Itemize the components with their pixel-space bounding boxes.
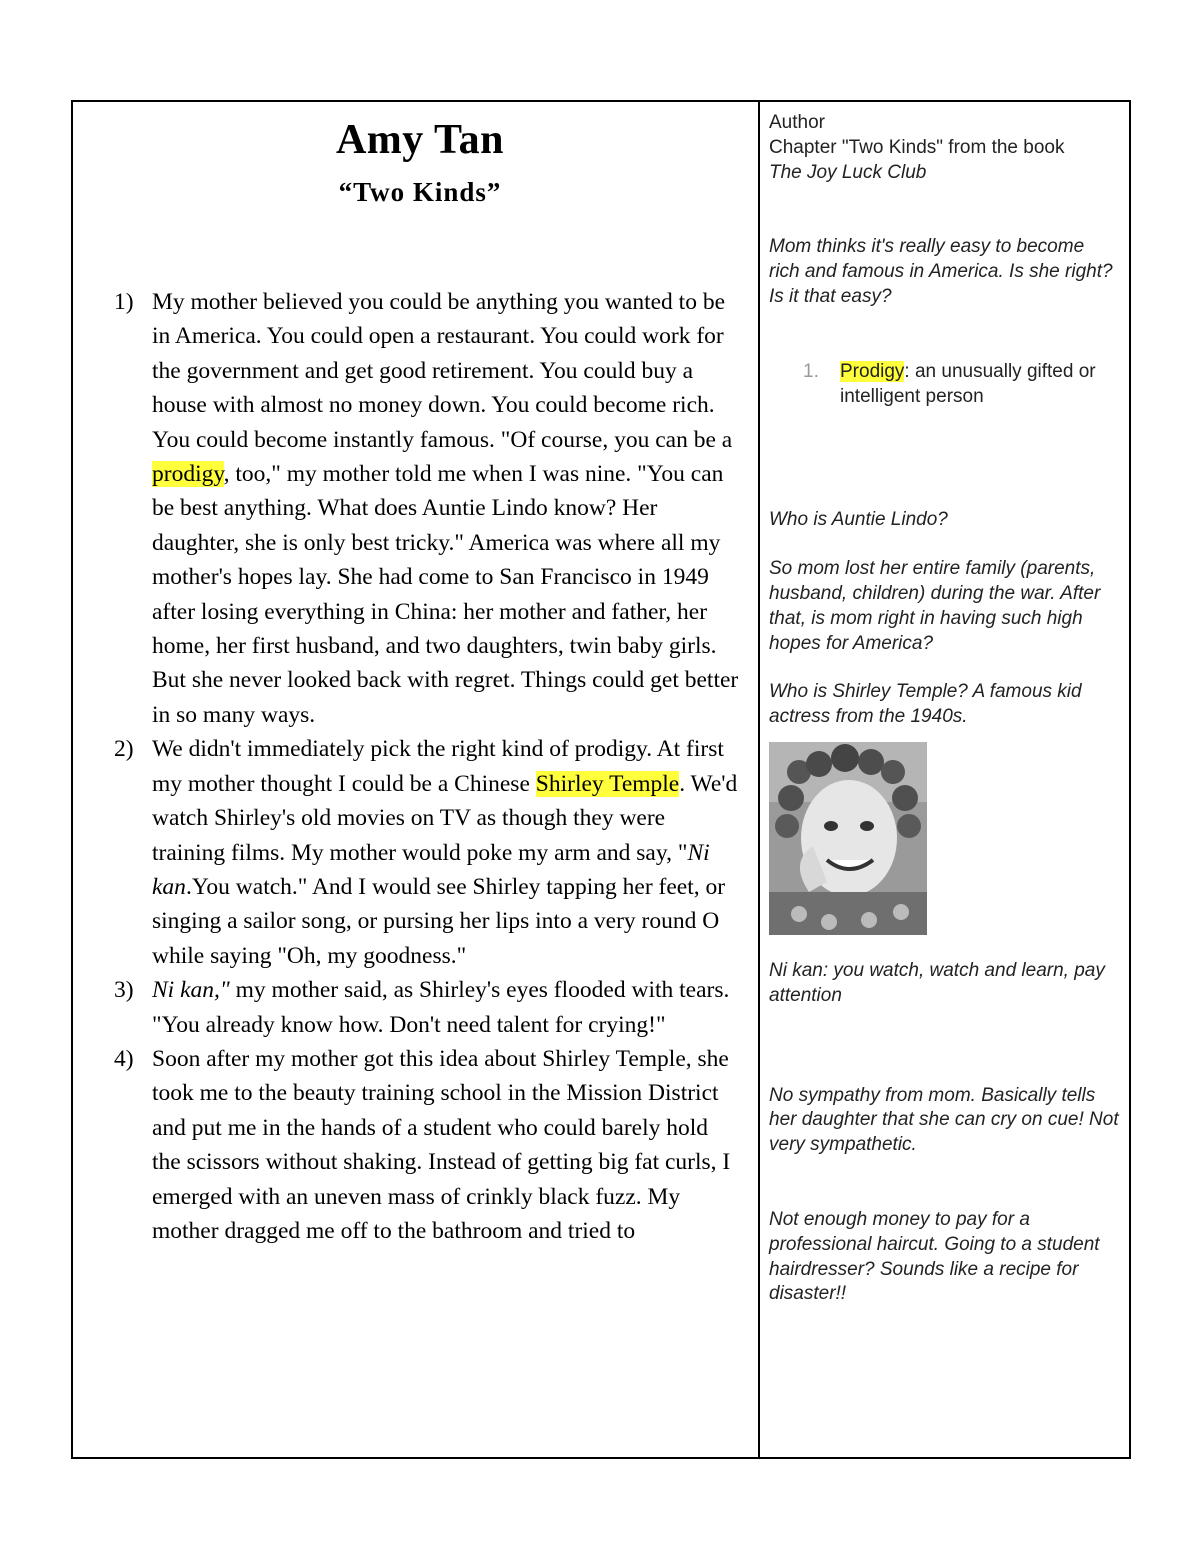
author-label: Author [769,112,825,133]
paragraph-2 [100,732,740,973]
definition-term: Prodigy [840,360,905,382]
note-no-sympathy: No sympathy from mom. Basically tells her daughter that she can cry on cue! Not very sympathetic. [769,1084,1119,1156]
note-shirley-temple: Who is Shirley Temple? A famous kid actress from the 1940s. [769,681,1082,728]
paragraph-number: 2) [114,736,134,763]
paragraph-number: 4) [114,1045,134,1072]
definition-number: 1. [803,360,819,382]
definition-prodigy [803,360,1119,410]
italic-ni-kan: Ni kan," [152,977,230,1004]
paragraph-text: . We'd watch Shirley's old movies on TV as though they were training films. My mother would poke my arm and say, " [152,770,738,866]
paragraph-number: 1) [114,289,134,315]
page-title: Amy Tan [335,117,505,163]
column-divider [758,100,760,1459]
paragraph-text: my mother said, as Shirley's eyes flooded with tears. "You already know how. Don't need talent for crying!" [152,977,730,1038]
paragraph-number: 3) [114,977,134,1004]
paragraph-text: , too," my mother told me when I was nine. "You can be best anything. What does Auntie Lindo know? Her daughter, she is only best tricky." America was where all my mother's hopes lay. She had come to San Francisco in 1949 after losing everything in China: her mother and father, her home, her first husband, and two daughters, twin baby girls. But she never looked back with regret. Things could get better in so many ways. [152,461,739,728]
paragraph-3 [100,973,740,1042]
paragraph-text: My mother believed you could be anything you wanted to be in America. You could open a restaurant. You could work for the government and get good retirement. You could buy a house with almost no money down. You could become rich. You could become instantly famous. "Of course, you can be a [152,289,733,453]
book-title: The Joy Luck Club [769,161,927,183]
paragraph-1 [100,285,740,732]
definition-text: : an unusually gifted or intelligent person [840,360,1096,407]
main-column [100,115,740,1248]
paragraph-text: We didn't immediately pick the right kind of prodigy. At first my mother thought I could be a Chinese [152,736,724,797]
paragraph-text: Soon after my mother got this idea about Shirley Temple, she took me to the beauty training school in the Mission District and put me in the hands of a student who could barely hold the scissors without shaking. Instead of getting big fat curls, I emerged with an uneven mass of crinkly black fuzz. My mother dragged me off to the bathroom and tried to [152,1045,731,1244]
page-subtitle: “Two Kinds” [338,177,502,207]
highlight-shirley-temple: Shirley Temple [535,770,680,797]
shirley-temple-photo [769,742,927,935]
note-rich-famous: Mom thinks it's really easy to become rich and famous in America. Is she right? Is it that easy? [769,236,1113,307]
highlight-prodigy: prodigy [152,461,224,488]
note-auntie-lindo: Who is Auntie Lindo? [769,509,948,531]
note-ni-kan: Ni kan: you watch, watch and learn, pay attention [769,959,1105,1006]
paragraph-text: .You watch." And I would see Shirley tapping her feet, or singing a sailor song, or pursing her lips into a very round O while saying "Oh, my goodness." [152,873,726,969]
note-not-enough-money: Not enough money to pay for a professional haircut. Going to a student hairdresser? Sounds like a recipe for disaster!! [769,1208,1100,1305]
note-lost-family: So mom lost her entire family (parents, husband, children) during the war. After that, is mom right in having such high hopes for America? [769,558,1101,654]
chapter-text: Chapter "Two Kinds" from the book [769,136,1065,158]
paragraph-4 [100,1042,740,1248]
paragraph-list [100,285,740,1248]
italic-ni-kan: Ni kan [152,839,710,900]
sidebar-notes [769,111,1119,1307]
